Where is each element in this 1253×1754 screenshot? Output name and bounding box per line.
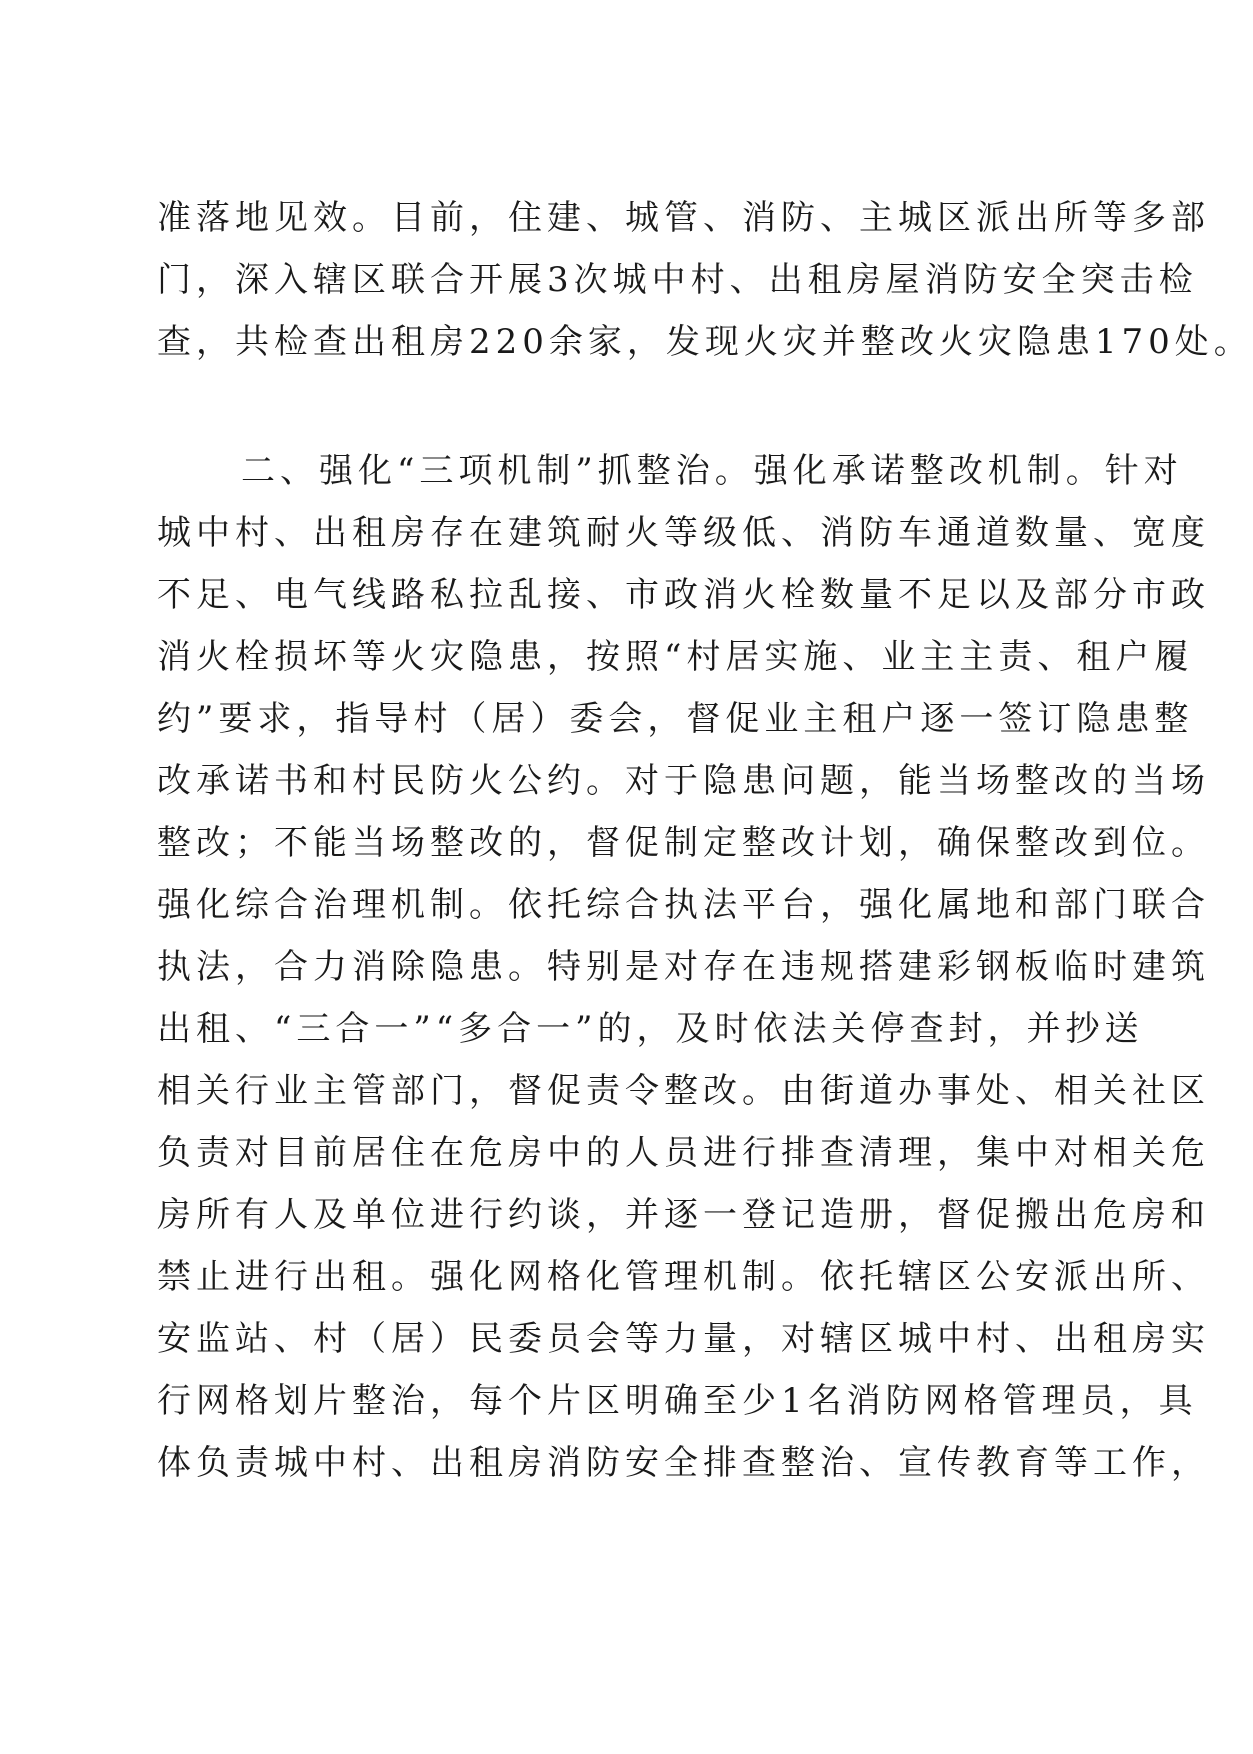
paragraph-1-line-3: 查，共检查出租房220余家，发现火灾并整改火灾隐患170处。 (157, 322, 1253, 362)
paragraph-2-line-14: 禁止进行出租。强化网格化管理机制。依托辖区公安派出所、 (157, 1257, 1210, 1297)
paragraph-2-line-5: 约”要求，指导村（居）委会，督促业主租户逐一签订隐患整 (157, 699, 1194, 739)
paragraph-2-line-9: 执法，合力消除隐患。特别是对存在违规搭建彩钢板临时建筑 (157, 947, 1210, 987)
paragraph-2-line-7: 整改；不能当场整改的，督促制定整改计划，确保整改到位。 (157, 823, 1210, 863)
paragraph-2-line-15: 安监站、村（居）民委员会等力量，对辖区城中村、出租房实 (157, 1319, 1210, 1359)
paragraph-2-line-8: 强化综合治理机制。依托综合执法平台，强化属地和部门联合 (157, 885, 1210, 925)
paragraph-1-line-1: 准落地见效。目前，住建、城管、消防、主城区派出所等多部 (157, 198, 1210, 238)
paragraph-2-line-16: 行网格划片整治，每个片区明确至少1名消防网格管理员，具 (157, 1381, 1198, 1421)
paragraph-1 (157, 187, 1253, 373)
paragraph-2-line-1: 二、强化“三项机制”抓整治。强化承诺整改机制。针对 (241, 451, 1183, 491)
paragraph-2-line-4: 消火栓损坏等火灾隐患，按照“村居实施、业主主责、租户履 (157, 637, 1194, 677)
paragraph-2-line-2: 城中村、出租房存在建筑耐火等级低、消防车通道数量、宽度 (157, 513, 1210, 553)
paragraph-1-line-2: 门，深入辖区联合开展3次城中村、出租房屋消防安全突击检 (157, 260, 1198, 300)
paragraph-2-line-3: 不足、电气线路私拉乱接、市政消火栓数量不足以及部分市政 (157, 575, 1210, 615)
paragraph-2-line-6: 改承诺书和村民防火公约。对于隐患问题，能当场整改的当场 (157, 761, 1210, 801)
paragraph-2-line-10: 出租、“三合一”“多合一”的，及时依法关停查封，并抄送 (157, 1009, 1144, 1049)
paragraph-2-line-12: 负责对目前居住在危房中的人员进行排查清理，集中对相关危 (157, 1133, 1210, 1173)
paragraph-2-line-17: 体负责城中村、出租房消防安全排查整治、宣传教育等工作， (157, 1443, 1210, 1483)
paragraph-2-line-13: 房所有人及单位进行约谈，并逐一登记造册，督促搬出危房和 (157, 1195, 1210, 1235)
paragraph-2-line-11: 相关行业主管部门，督促责令整改。由街道办事处、相关社区 (157, 1071, 1210, 1111)
paragraph-2 (157, 440, 1210, 1494)
